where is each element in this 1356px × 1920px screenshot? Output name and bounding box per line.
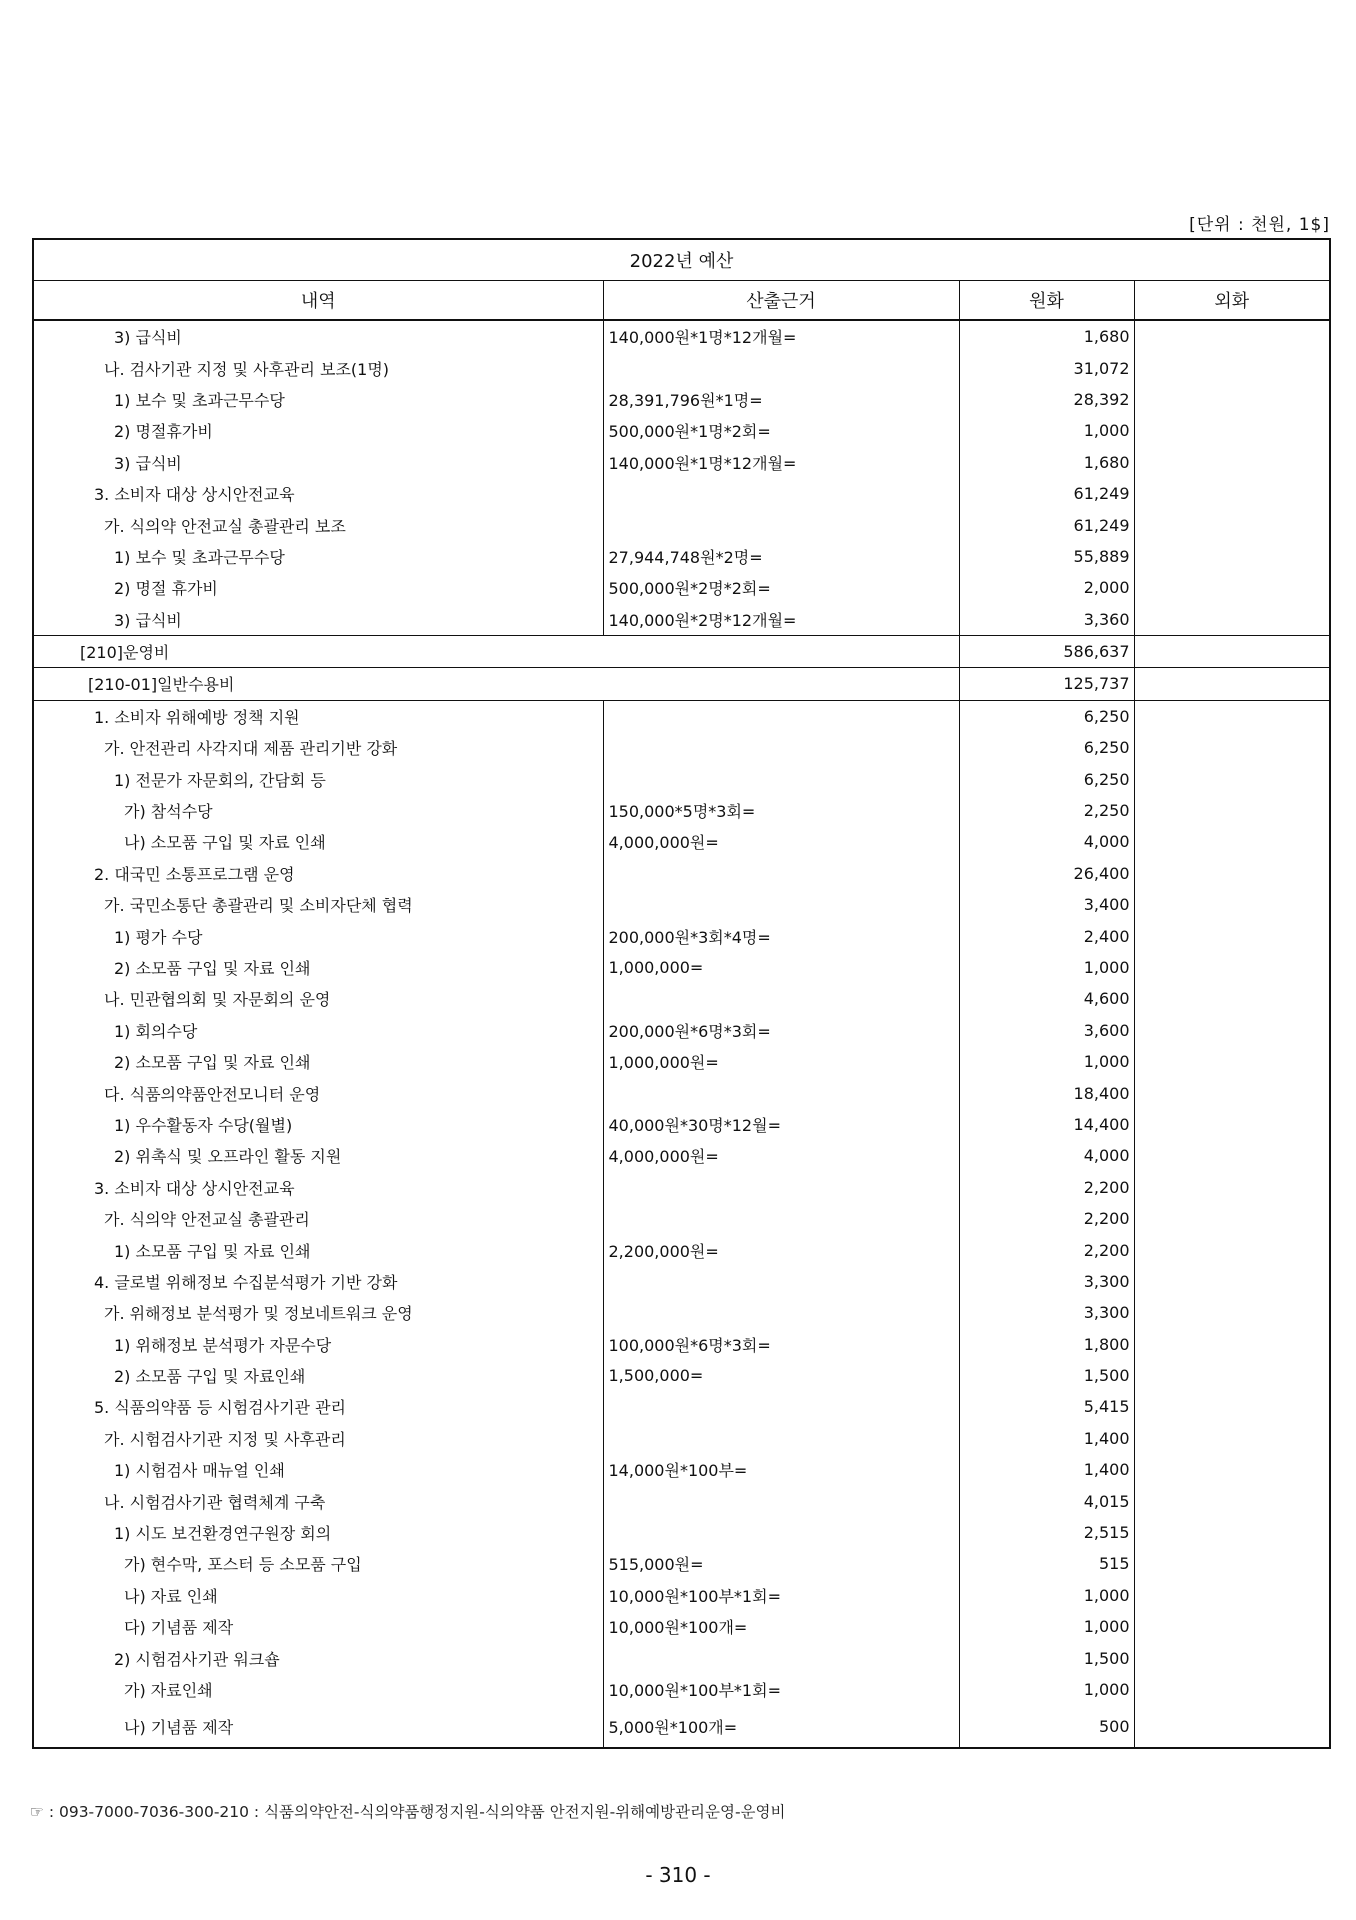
row-basis: 140,000원*2명*12개월= (603, 604, 959, 636)
table-row (33, 858, 1330, 889)
row-basis: 4,000,000원= (603, 826, 959, 857)
row-krw: 2,200 (959, 1172, 1134, 1203)
row-desc: 1) 전문가 자문회의, 간담회 등 (33, 763, 603, 794)
row-krw: 1,400 (959, 1423, 1134, 1454)
row-desc: 1. 소비자 위해예방 정책 지원 (33, 700, 603, 732)
row-krw: 55,889 (959, 541, 1134, 572)
row-basis (603, 1172, 959, 1203)
row-basis (603, 1423, 959, 1454)
row-fx (1134, 635, 1330, 667)
table-row (33, 1423, 1330, 1454)
row-fx (1134, 1705, 1330, 1748)
row-krw: 2,000 (959, 572, 1134, 603)
row-fx (1134, 1360, 1330, 1391)
table-row (33, 1611, 1330, 1642)
row-fx (1134, 1391, 1330, 1422)
row-krw: 2,200 (959, 1203, 1134, 1234)
row-fx (1134, 1203, 1330, 1234)
row-desc: 5. 식품의약품 등 시험검사기관 관리 (33, 1391, 603, 1422)
row-fx (1134, 1015, 1330, 1046)
row-desc: 2) 소모품 구입 및 자료 인쇄 (33, 952, 603, 983)
row-desc: 3) 급식비 (33, 320, 603, 352)
row-basis (603, 1297, 959, 1328)
row-fx (1134, 983, 1330, 1014)
row-desc: 1) 시험검사 매뉴얼 인쇄 (33, 1454, 603, 1485)
row-fx (1134, 1548, 1330, 1579)
row-krw: 2,200 (959, 1234, 1134, 1265)
table-row (33, 415, 1330, 446)
row-desc: 나. 시험검사기관 협력체계 구축 (33, 1485, 603, 1516)
row-desc: 2) 소모품 구입 및 자료 인쇄 (33, 1046, 603, 1077)
row-fx (1134, 1140, 1330, 1171)
row-basis (603, 983, 959, 1014)
row-krw: 14,400 (959, 1109, 1134, 1140)
row-fx (1134, 1077, 1330, 1108)
row-desc: 나. 민관협의회 및 자문회의 운영 (33, 983, 603, 1014)
row-krw: 2,400 (959, 920, 1134, 951)
row-fx (1134, 447, 1330, 478)
row-desc: 2. 대국민 소통프로그램 운영 (33, 858, 603, 889)
row-krw: 6,250 (959, 732, 1134, 763)
table-row (33, 478, 1330, 509)
row-desc: 1) 우수활동자 수당(월별) (33, 1109, 603, 1140)
row-basis (603, 1642, 959, 1673)
row-krw: 31,072 (959, 352, 1134, 383)
row-desc: 1) 소모품 구입 및 자료 인쇄 (33, 1234, 603, 1265)
row-fx (1134, 1266, 1330, 1297)
row-desc: 가. 식의약 안전교실 총괄관리 (33, 1203, 603, 1234)
row-desc: 1) 회의수당 (33, 1015, 603, 1046)
table-row (33, 668, 1330, 700)
table-row (33, 1360, 1330, 1391)
table-row (33, 1705, 1330, 1748)
row-fx (1134, 1109, 1330, 1140)
row-basis: 200,000원*6명*3회= (603, 1015, 959, 1046)
table-row (33, 1015, 1330, 1046)
row-krw: 4,600 (959, 983, 1134, 1014)
row-krw: 1,000 (959, 952, 1134, 983)
col-header-krw: 원화 (959, 281, 1134, 321)
year-title: 2022년 예산 (33, 239, 1330, 281)
row-basis: 4,000,000원= (603, 1140, 959, 1171)
row-basis: 28,391,796원*1명= (603, 384, 959, 415)
row-fx (1134, 415, 1330, 446)
row-basis: 140,000원*1명*12개월= (603, 320, 959, 352)
table-row (33, 700, 1330, 732)
row-basis: 10,000원*100개= (603, 1611, 959, 1642)
row-fx (1134, 604, 1330, 636)
row-krw: 1,500 (959, 1360, 1134, 1391)
row-basis (603, 1517, 959, 1548)
row-fx (1134, 1046, 1330, 1077)
table-row (33, 889, 1330, 920)
row-krw: 28,392 (959, 384, 1134, 415)
page-number: - 310 - (645, 1863, 711, 1887)
row-krw: 1,000 (959, 1580, 1134, 1611)
row-krw: 515 (959, 1548, 1134, 1579)
row-fx (1134, 732, 1330, 763)
row-desc: 3. 소비자 대상 상시안전교육 (33, 478, 603, 509)
row-krw: 5,415 (959, 1391, 1134, 1422)
table-row (33, 509, 1330, 540)
row-basis: 140,000원*1명*12개월= (603, 447, 959, 478)
row-desc: 다) 기념품 제작 (33, 1611, 603, 1642)
row-krw: 1,800 (959, 1329, 1134, 1360)
table-row (33, 604, 1330, 636)
row-desc: 나. 검사기관 지정 및 사후관리 보조(1명) (33, 352, 603, 383)
row-krw: 125,737 (959, 668, 1134, 700)
row-krw: 1,680 (959, 320, 1134, 352)
row-fx (1134, 920, 1330, 951)
row-fx (1134, 352, 1330, 383)
table-row (33, 1329, 1330, 1360)
row-fx (1134, 1674, 1330, 1705)
row-fx (1134, 384, 1330, 415)
row-desc: 가) 자료인쇄 (33, 1674, 603, 1705)
table-row (33, 1674, 1330, 1705)
row-desc: 3) 급식비 (33, 604, 603, 636)
table-row (33, 541, 1330, 572)
row-fx (1134, 1517, 1330, 1548)
row-desc: 1) 위해정보 분석평가 자문수당 (33, 1329, 603, 1360)
row-desc: 가. 시험검사기관 지정 및 사후관리 (33, 1423, 603, 1454)
row-basis (603, 889, 959, 920)
row-basis (603, 700, 959, 732)
row-krw: 586,637 (959, 635, 1134, 667)
table-row (33, 572, 1330, 603)
table-row (33, 1140, 1330, 1171)
row-basis: 100,000원*6명*3회= (603, 1329, 959, 1360)
table-row (33, 1548, 1330, 1579)
row-krw: 18,400 (959, 1077, 1134, 1108)
col-header-fx: 외화 (1134, 281, 1330, 321)
row-basis: 200,000원*3회*4명= (603, 920, 959, 951)
row-basis (603, 1391, 959, 1422)
row-fx (1134, 541, 1330, 572)
row-krw: 61,249 (959, 478, 1134, 509)
table-row (33, 1234, 1330, 1265)
row-krw: 3,600 (959, 1015, 1134, 1046)
table-row (33, 635, 1330, 667)
table-row (33, 1391, 1330, 1422)
row-krw: 500 (959, 1705, 1134, 1748)
table-row (33, 384, 1330, 415)
table-row (33, 352, 1330, 383)
row-basis (603, 1266, 959, 1297)
table-row (33, 795, 1330, 826)
table-row (33, 763, 1330, 794)
row-fx (1134, 826, 1330, 857)
row-krw: 1,000 (959, 1046, 1134, 1077)
row-basis (603, 1077, 959, 1108)
row-basis: 1,500,000= (603, 1360, 959, 1391)
row-basis: 500,000원*2명*2회= (603, 572, 959, 603)
row-desc: 나) 소모품 구입 및 자료 인쇄 (33, 826, 603, 857)
col-header-desc: 내역 (33, 281, 603, 321)
row-fx (1134, 509, 1330, 540)
row-krw: 26,400 (959, 858, 1134, 889)
row-krw: 6,250 (959, 763, 1134, 794)
table-row (33, 1046, 1330, 1077)
unit-label: [단위 : 천원, 1$] (1189, 215, 1330, 235)
row-desc: 가) 참석수당 (33, 795, 603, 826)
budget-rows (33, 320, 1330, 1748)
row-desc: 나) 자료 인쇄 (33, 1580, 603, 1611)
row-desc: 2) 명절휴가비 (33, 415, 603, 446)
row-basis: 40,000원*30명*12월= (603, 1109, 959, 1140)
row-fx (1134, 1580, 1330, 1611)
row-fx (1134, 1485, 1330, 1516)
budget-table (32, 238, 1331, 1749)
table-row (33, 1454, 1330, 1485)
row-krw: 3,300 (959, 1266, 1134, 1297)
footnote: ☞ : 093-7000-7036-300-210 : 식품의약안전-식의약품행정지원-식의약품 안전지원-위해예방관리운영-운영비 (30, 1803, 786, 1821)
row-basis (603, 1485, 959, 1516)
row-basis: 150,000*5명*3회= (603, 795, 959, 826)
row-desc: 1) 시도 보건환경연구원장 회의 (33, 1517, 603, 1548)
row-fx (1134, 1172, 1330, 1203)
row-krw: 1,000 (959, 1611, 1134, 1642)
table-row (33, 983, 1330, 1014)
row-basis: 1,000,000원= (603, 1046, 959, 1077)
row-desc: 1) 평가 수당 (33, 920, 603, 951)
row-basis: 515,000원= (603, 1548, 959, 1579)
row-fx (1134, 1642, 1330, 1673)
row-krw: 1,000 (959, 415, 1134, 446)
row-desc: 2) 명절 휴가비 (33, 572, 603, 603)
row-krw: 1,000 (959, 1674, 1134, 1705)
row-desc: 가) 현수막, 포스터 등 소모품 구입 (33, 1548, 603, 1579)
row-basis: 1,000,000= (603, 952, 959, 983)
row-krw: 4,015 (959, 1485, 1134, 1516)
row-basis: 500,000원*1명*2회= (603, 415, 959, 446)
row-krw: 2,250 (959, 795, 1134, 826)
row-krw: 61,249 (959, 509, 1134, 540)
row-basis: 10,000원*100부*1회= (603, 1580, 959, 1611)
row-basis (603, 352, 959, 383)
row-fx (1134, 668, 1330, 700)
row-krw: 6,250 (959, 700, 1134, 732)
table-row (33, 1517, 1330, 1548)
row-basis: 5,000원*100개= (603, 1705, 959, 1748)
row-basis (603, 1203, 959, 1234)
row-desc: 나) 기념품 제작 (33, 1705, 603, 1748)
row-krw: 3,300 (959, 1297, 1134, 1328)
table-row (33, 826, 1330, 857)
table-row (33, 447, 1330, 478)
row-desc: 2) 소모품 구입 및 자료인쇄 (33, 1360, 603, 1391)
table-row (33, 1266, 1330, 1297)
table-row (33, 952, 1330, 983)
row-fx (1134, 478, 1330, 509)
row-desc: 1) 보수 및 초과근무수당 (33, 384, 603, 415)
row-basis: 27,944,748원*2명= (603, 541, 959, 572)
row-desc: 4. 글로벌 위해정보 수집분석평가 기반 강화 (33, 1266, 603, 1297)
row-basis: 10,000원*100부*1회= (603, 1674, 959, 1705)
row-krw: 3,400 (959, 889, 1134, 920)
row-fx (1134, 1611, 1330, 1642)
table-row (33, 1642, 1330, 1673)
row-desc: 1) 보수 및 초과근무수당 (33, 541, 603, 572)
row-krw: 4,000 (959, 1140, 1134, 1171)
row-desc: 다. 식품의약품안전모니터 운영 (33, 1077, 603, 1108)
row-fx (1134, 763, 1330, 794)
row-desc: 2) 위촉식 및 오프라인 활동 지원 (33, 1140, 603, 1171)
table-row (33, 1485, 1330, 1516)
table-row (33, 1172, 1330, 1203)
row-basis (603, 478, 959, 509)
row-desc: 가. 위해정보 분석평가 및 정보네트워크 운영 (33, 1297, 603, 1328)
row-krw: 1,680 (959, 447, 1134, 478)
row-desc: 2) 시험검사기관 워크숍 (33, 1642, 603, 1673)
row-desc: 3) 급식비 (33, 447, 603, 478)
row-fx (1134, 795, 1330, 826)
row-desc: 3. 소비자 대상 상시안전교육 (33, 1172, 603, 1203)
row-desc: 가. 안전관리 사각지대 제품 관리기반 강화 (33, 732, 603, 763)
row-krw: 4,000 (959, 826, 1134, 857)
row-desc: [210]운영비 (33, 635, 959, 667)
row-basis (603, 732, 959, 763)
row-krw: 1,500 (959, 1642, 1134, 1673)
table-row (33, 1580, 1330, 1611)
row-basis (603, 763, 959, 794)
row-desc: [210-01]일반수용비 (33, 668, 959, 700)
row-krw: 1,400 (959, 1454, 1134, 1485)
row-fx (1134, 1297, 1330, 1328)
row-fx (1134, 889, 1330, 920)
row-basis (603, 509, 959, 540)
table-row (33, 920, 1330, 951)
row-fx (1134, 1329, 1330, 1360)
col-header-basis: 산출근거 (603, 281, 959, 321)
row-krw: 3,360 (959, 604, 1134, 636)
row-fx (1134, 1234, 1330, 1265)
table-row (33, 1203, 1330, 1234)
row-fx (1134, 700, 1330, 732)
row-basis (603, 858, 959, 889)
table-row (33, 1077, 1330, 1108)
row-fx (1134, 320, 1330, 352)
row-fx (1134, 1454, 1330, 1485)
row-basis: 2,200,000원= (603, 1234, 959, 1265)
table-row (33, 1297, 1330, 1328)
row-fx (1134, 858, 1330, 889)
row-desc: 가. 국민소통단 총괄관리 및 소비자단체 협력 (33, 889, 603, 920)
table-row (33, 1109, 1330, 1140)
row-fx (1134, 572, 1330, 603)
row-krw: 2,515 (959, 1517, 1134, 1548)
table-row (33, 320, 1330, 352)
table-row (33, 732, 1330, 763)
row-basis: 14,000원*100부= (603, 1454, 959, 1485)
row-desc: 가. 식의약 안전교실 총괄관리 보조 (33, 509, 603, 540)
row-fx (1134, 1423, 1330, 1454)
row-fx (1134, 952, 1330, 983)
